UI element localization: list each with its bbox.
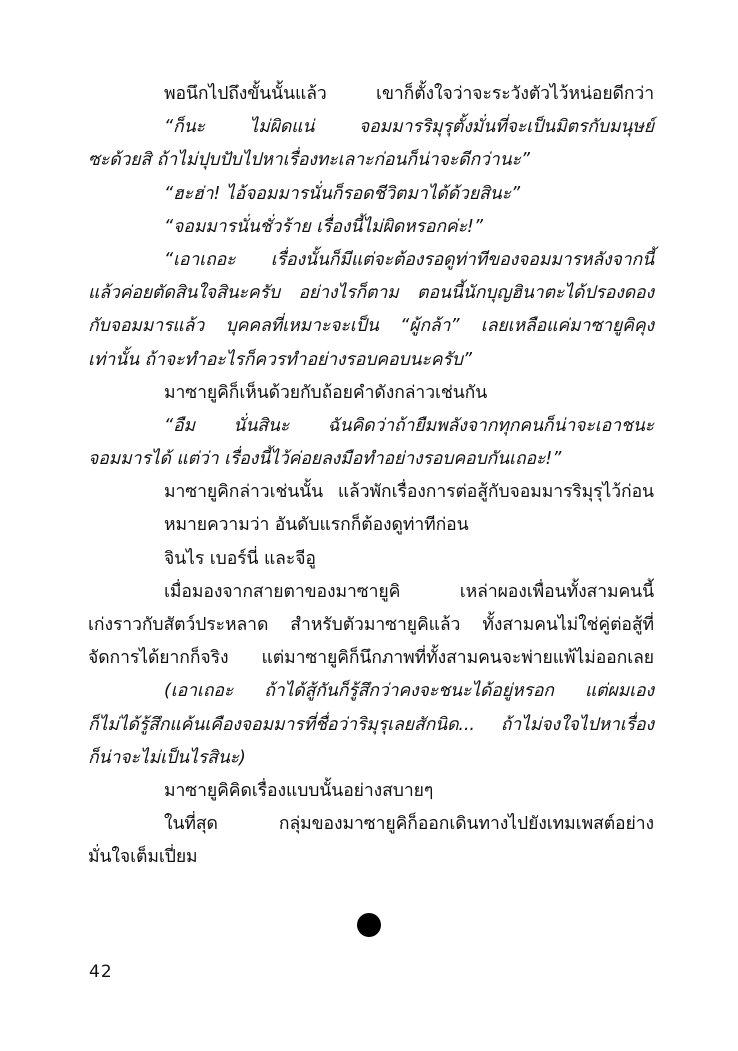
text-line: หมายความว่า อันดับแรกก็ต้องดูท่าทีก่อน [164, 515, 469, 536]
body-text [88, 78, 654, 875]
text-line: ซะด้วยสิ ถ้าไม่ปุบปับไปหาเรื่องทะเลาะก่อนก็น่าจะดีกว่านะ” [88, 150, 530, 171]
text-line: จินไร เบอร์นี่ และจีอู [164, 548, 316, 569]
text-line: “ฮะฮ่า! ไอ้จอมมารนั่นก็รอดชีวิตมาได้ด้วยสินะ” [164, 183, 520, 204]
text-line: พอนึกไปถึงขั้นนั้นแล้ว เขาก็ตั้งใจว่าจะระวังตัวไว้หน่อยดีกว่า [164, 84, 654, 104]
text-line: มั่นใจเต็มเปี่ยม [88, 847, 198, 868]
text-line: กับจอมมารแล้ว บุคคลที่เหมาะจะเป็น “ผู้กล้า” เลยเหลือแค่มาซายูคิคุง [88, 316, 654, 337]
text-line: “อืม นั่นสินะ ฉันคิดว่าถ้ายืมพลังจากทุกคนก็น่าจะเอาชนะ [164, 415, 654, 436]
text-line: เมื่อมองจากสายตาของมาซายูคิ เหล่าผองเพื่อนทั้งสามคนนี้ [164, 581, 654, 602]
text-line: (เอาเถอะ ถ้าได้สู้กันก็รู้สึกว่าคงจะชนะได้อยู่หรอก แต่ผมเอง [164, 681, 654, 702]
text-line: “จอมมารนั่นชั่วร้าย เรื่องนี้ไม่ผิดหรอกค่ะ!” [164, 216, 483, 237]
text-line: “เอาเถอะ เรื่องนั้นก็มีแต่จะต้องรอดูท่าทีของจอมมารหลังจากนี้ [164, 249, 654, 270]
text-line: เท่านั้น ถ้าจะทำอะไรก็ควรทำอย่างรอบคอบนะครับ” [88, 349, 472, 370]
page-number: 42 [89, 962, 113, 982]
text-line: มาซายูคิคิดเรื่องแบบนั้นอย่างสบายๆ [164, 780, 434, 801]
text-line: เก่งราวกับสัตว์ประหลาด สำหรับตัวมาซายูคิแล้ว ทั้งสามคนไม่ใช่คู่ต่อสู้ที่ [88, 615, 654, 635]
text-line: ก็น่าจะไม่เป็นไรสินะ) [88, 747, 246, 768]
text-line: แล้วค่อยตัดสินใจสินะครับ อย่างไรก็ตาม ตอนนี้นักบุญฮินาตะได้ปรองดอง [88, 283, 654, 304]
text-line: จัดการได้ยากก็จริง แต่มาซายูคิก็นึกภาพที่ทั้งสามคนจะพ่ายแพ้ไม่ออกเลย [88, 648, 654, 669]
text-line: ในที่สุด กลุ่มของมาซายูคิก็ออกเดินทางไปยังเทมเพสต์อย่าง [164, 814, 654, 835]
text-line: มาซายูคิกล่าวเช่นนั้น แล้วพักเรื่องการต่อสู้กับจอมมารริมุรุไว้ก่อน [164, 482, 654, 503]
text-line: ก็ไม่ได้รู้สึกแค้นเคืองจอมมารที่ชื่อว่าริมุรุเลยสักนิด... ถ้าไม่จงใจไปหาเรื่อง [88, 714, 654, 735]
section-break-ornament [357, 913, 381, 937]
text-line: จอมมารได้ แต่ว่า เรื่องนี้ไว้ค่อยลงมือทำอย่างรอบคอบกันเถอะ!” [88, 449, 562, 470]
text-line: มาซายูคิก็เห็นด้วยกับถ้อยคำดังกล่าวเช่นกัน [164, 382, 488, 403]
text-line: “ก็นะ ไม่ผิดแน่ จอมมารริมุรุตั้งมั่นที่จะเป็นมิตรกับมนุษย์ [164, 117, 654, 138]
